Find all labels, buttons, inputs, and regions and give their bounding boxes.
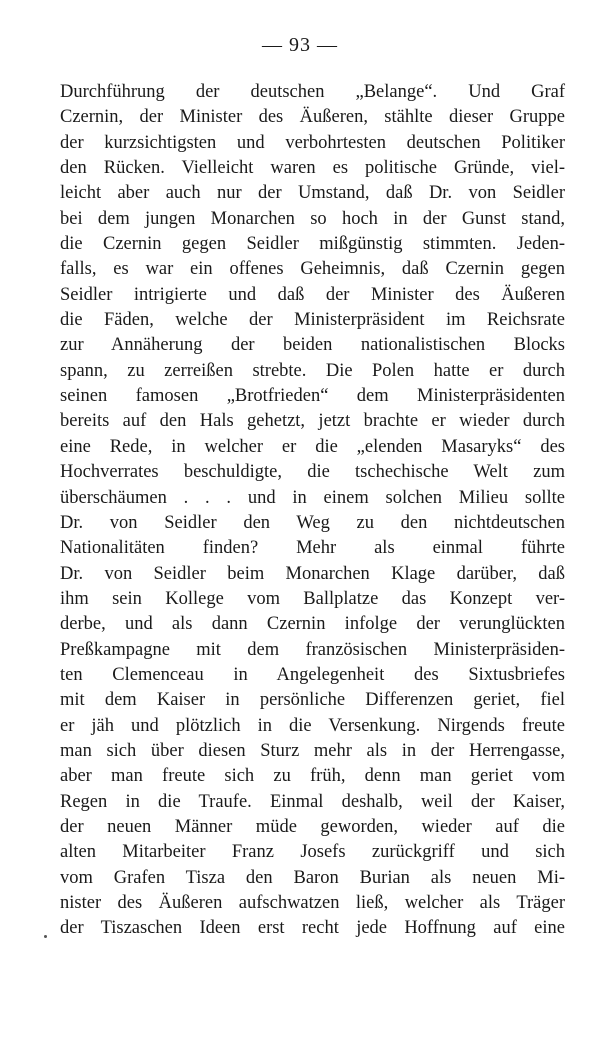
text-line: ihm sein Kollege vom Ballplatze das Konzept ver- <box>60 588 565 609</box>
text-line: Seidler intrigierte und daß der Minister des Äußeren <box>60 284 565 305</box>
text-line: falls, es war ein offenes Geheimnis, daß Czernin gegen <box>60 259 565 280</box>
text-line: derbe, und als dann Czernin infolge der verunglückten <box>60 614 565 635</box>
text-line: vom Grafen Tisza den Baron Burian als neuen Mi- <box>60 867 565 888</box>
text-line: leicht aber auch nur der Umstand, daß Dr. von Seidler <box>60 183 565 204</box>
scan-speck <box>44 935 47 938</box>
text-line: Czernin, der Minister des Äußeren, stählte dieser Gruppe <box>60 107 565 128</box>
text-line: die Czernin gegen Seidler mißgünstig stimmten. Jeden- <box>60 234 565 255</box>
text-line: Dr. von Seidler beim Monarchen Klage darüber, daß <box>60 563 565 584</box>
text-line: Hochverrates beschuldigte, die tschechische Welt zum <box>60 462 565 483</box>
text-line: Preßkampagne mit dem französischen Ministerpräsiden- <box>60 639 565 660</box>
text-line: er jäh und plötzlich in die Versenkung. Nirgends freute <box>60 715 565 736</box>
text-line: der Tiszaschen Ideen erst recht jede Hoffnung auf eine <box>60 918 565 939</box>
text-line: man sich über diesen Sturz mehr als in der Herrengasse, <box>60 740 565 761</box>
text-line: überschäumen . . . und in einem solchen Milieu sollte <box>60 487 565 508</box>
page-body-text <box>60 80 565 942</box>
text-line: nister des Äußeren aufschwatzen ließ, welcher als Träger <box>60 893 565 913</box>
text-line: der neuen Männer müde geworden, wieder auf die <box>60 816 565 837</box>
text-line: Dr. von Seidler den Weg zu den nichtdeutschen <box>60 512 565 533</box>
text-line: Nationalitäten finden? Mehr als einmal führte <box>60 538 565 559</box>
text-line: ten Clemenceau in Angelegenheit des Sixtusbriefes <box>60 664 565 685</box>
text-line: seinen famosen „Brotfrieden“ dem Ministerpräsidenten <box>60 386 565 407</box>
text-line: mit dem Kaiser in persönliche Differenzen geriet, fiel <box>60 690 565 711</box>
text-line: bei dem jungen Monarchen so hoch in der Gunst stand, <box>60 208 565 229</box>
text-line: aber man freute sich zu früh, denn man geriet vom <box>60 766 565 787</box>
text-line: den Rücken. Vielleicht waren es politische Gründe, viel- <box>60 158 565 179</box>
text-line: die Fäden, welche der Ministerpräsident im Reichsrate <box>60 310 565 331</box>
text-line: zur Annäherung der beiden nationalistischen Blocks <box>60 335 565 356</box>
text-line: der kurzsichtigsten und verbohrtesten deutschen Politiker <box>60 132 565 153</box>
text-line: eine Rede, in welcher er die „elenden Masaryks“ des <box>60 436 565 457</box>
page-number: — 93 — <box>262 34 338 56</box>
text-line: spann, zu zerreißen strebte. Die Polen hatte er durch <box>60 360 565 381</box>
text-line: bereits auf den Hals gehetzt, jetzt brachte er wieder durch <box>60 411 565 432</box>
text-line: alten Mitarbeiter Franz Josefs zurückgriff und sich <box>60 842 565 863</box>
text-line: Durchführung der deutschen „Belange“. Und Graf <box>60 82 565 102</box>
text-line: Regen in die Traufe. Einmal deshalb, weil der Kaiser, <box>60 791 565 812</box>
